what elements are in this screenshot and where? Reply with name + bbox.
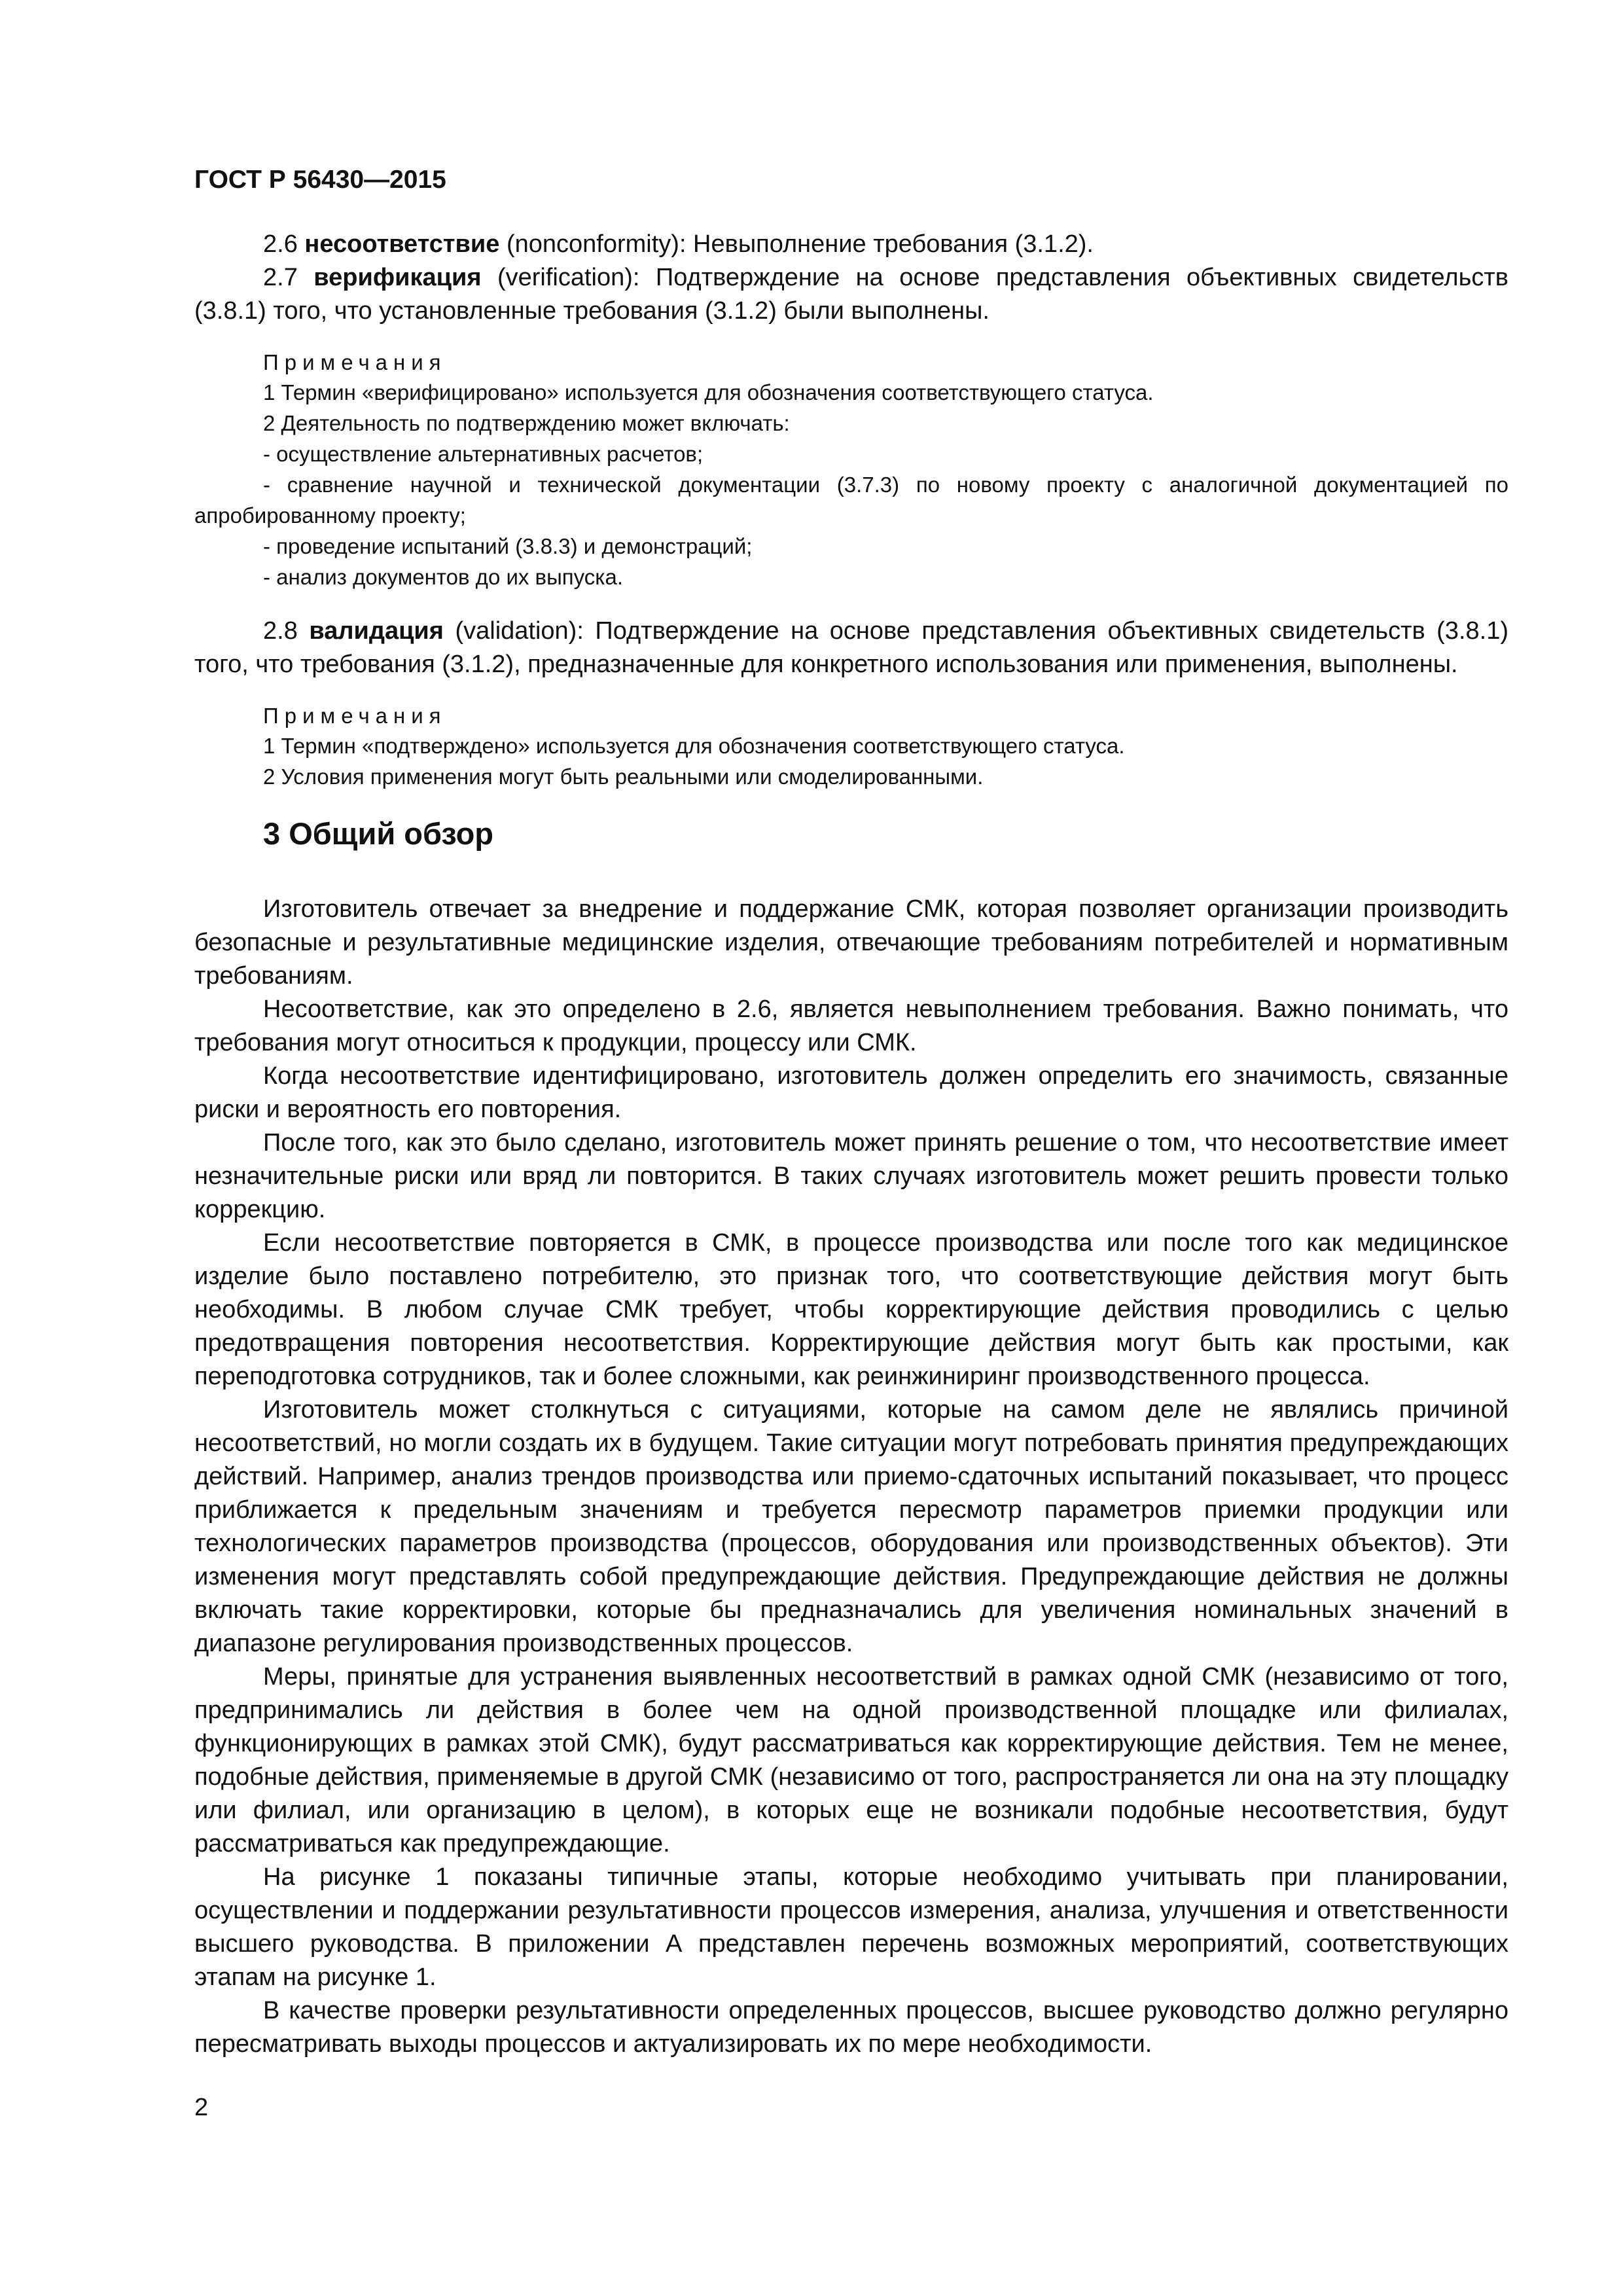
note-item: 1 Термин «подтверждено» используется для обозначения соответствующего статуса. (263, 734, 1125, 758)
term-verification: верификация (313, 264, 482, 291)
paragraph: В качестве проверки результативности определенных процессов, высшее руководство должно регулярно пересматривать выходы процессов и актуализировать их по мере необходимости. (194, 1997, 1508, 2058)
paragraph: После того, как это было сделано, изготовитель может принять решение о том, что несоответствие имеет незначительные риски или вряд ли повторится. В таких случаях изготовитель может решить провести только коррекцию. (194, 1129, 1508, 1223)
note-item: - анализ документов до их выпуска. (263, 565, 623, 589)
term-validation: валидация (309, 617, 444, 645)
note-item: - осуществление альтернативных расчетов; (263, 442, 704, 466)
paragraph: Изготовитель может столкнуться с ситуациями, которые на самом деле не являлись причиной несоответствий, но могли создать их в будущем. Такие ситуации могут потребовать принятия предупреждающих действий. Например, анализ трендов производства или приемо-сдаточных испытаний показывает, что процесс приближается к предельным значениям и требуется пересмотр параметров приемки продукции или технологических параметров производства (процессов, оборудования или производственных объектов). Эти изменения могут представлять собой предупреждающие действия. Предупреждающие действия не должны включать такие корректировки, которые бы предназначались для увеличения номинальных значений в диапазоне регулирования производственных процессов. (194, 1396, 1508, 1657)
notes-validation (194, 701, 1508, 792)
notes-title: Примечания (263, 350, 447, 374)
notes-verification (194, 348, 1508, 592)
notes-title: Примечания (263, 704, 447, 728)
section-body (194, 893, 1508, 2061)
section-title: 3 Общий обзор (263, 816, 494, 851)
page-number: 2 (194, 2094, 209, 2121)
term-nonconformity: несоответствие (304, 230, 500, 258)
note-item: 1 Термин «верифицировано» используется для обозначения соответствующего статуса. (263, 380, 1154, 404)
note-item: 2 Деятельность по подтверждению может включать: (263, 411, 790, 435)
note-item: - проведение испытаний (3.8.3) и демонстраций; (263, 534, 753, 558)
paragraph: Меры, принятые для устранения выявленных несоответствий в рамках одной СМК (независимо от того, предпринимались ли действия в более чем на одной производственной площадке или филиалах, функционирующих в рамках этой СМК), будут рассматриваться как корректирующие действия. Тем не менее, подобные действия, применяемые в другой СМК (независимо от того, распространяется ли она на эту площадку или филиал, или организацию в целом), в которых еще не возникали подобные несоответствия, будут рассматриваться как предупреждающие. (194, 1663, 1508, 1857)
paragraph: На рисунке 1 показаны типичные этапы, которые необходимо учитывать при планировании, осуществлении и поддержании результативности процессов измерения, анализа, улучшения и ответственности высшего руководства. В приложении А представлен перечень возможных мероприятий, соответствующих этапам на рисунке 1. (194, 1863, 1508, 1991)
paragraph: Когда несоответствие идентифицировано, изготовитель должен определить его значимость, связанные риски и вероятность его повторения. (194, 1062, 1508, 1123)
paragraph: Если несоответствие повторяется в СМК, в процессе производства или после того как медицинское изделие было поставлено потребителю, это признак того, что соответствующие действия могут быть необходимы. В любом случае СМК требует, чтобы корректирующие действия проводились с целью предотвращения повторения несоответствия. Корректирующие действия могут быть как простыми, как переподготовка сотрудников, так и более сложными, как реинжиниринг производственного процесса. (194, 1229, 1508, 1390)
definition-2-8: 2.8 валидация (validation): Подтверждение на основе представления объективных свидетельств (3.8.1) того, что требования (3.1.2), предназначенные для конкретного использования или применения, выполнены. (194, 617, 1508, 678)
definition-2-6: 2.6 несоответствие (nonconformity): Невыполнение требования (3.1.2). (263, 230, 1094, 258)
note-item: - сравнение научной и технической документации (3.7.3) по новому проекту с аналогичной документацией по апробированному проекту; (194, 473, 1508, 528)
document-header: ГОСТ Р 56430—2015 (194, 166, 446, 194)
document-page (194, 164, 1508, 2061)
note-item: 2 Условия применения могут быть реальными или смоделированными. (263, 764, 984, 789)
paragraph: Несоответствие, как это определено в 2.6, является невыполнением требования. Важно понимать, что требования могут относиться к продукции, процессу или СМК. (194, 996, 1508, 1056)
definition-2-7: 2.7 верификация (verification): Подтверждение на основе представления объективных свидетельств (3.8.1) того, что установленные требования (3.1.2) были выполнены. (194, 264, 1508, 325)
paragraph: Изготовитель отвечает за внедрение и поддержание СМК, которая позволяет организации производить безопасные и результативные медицинские изделия, отвечающие требованиям потребителей и нормативным требованиям. (194, 895, 1508, 990)
